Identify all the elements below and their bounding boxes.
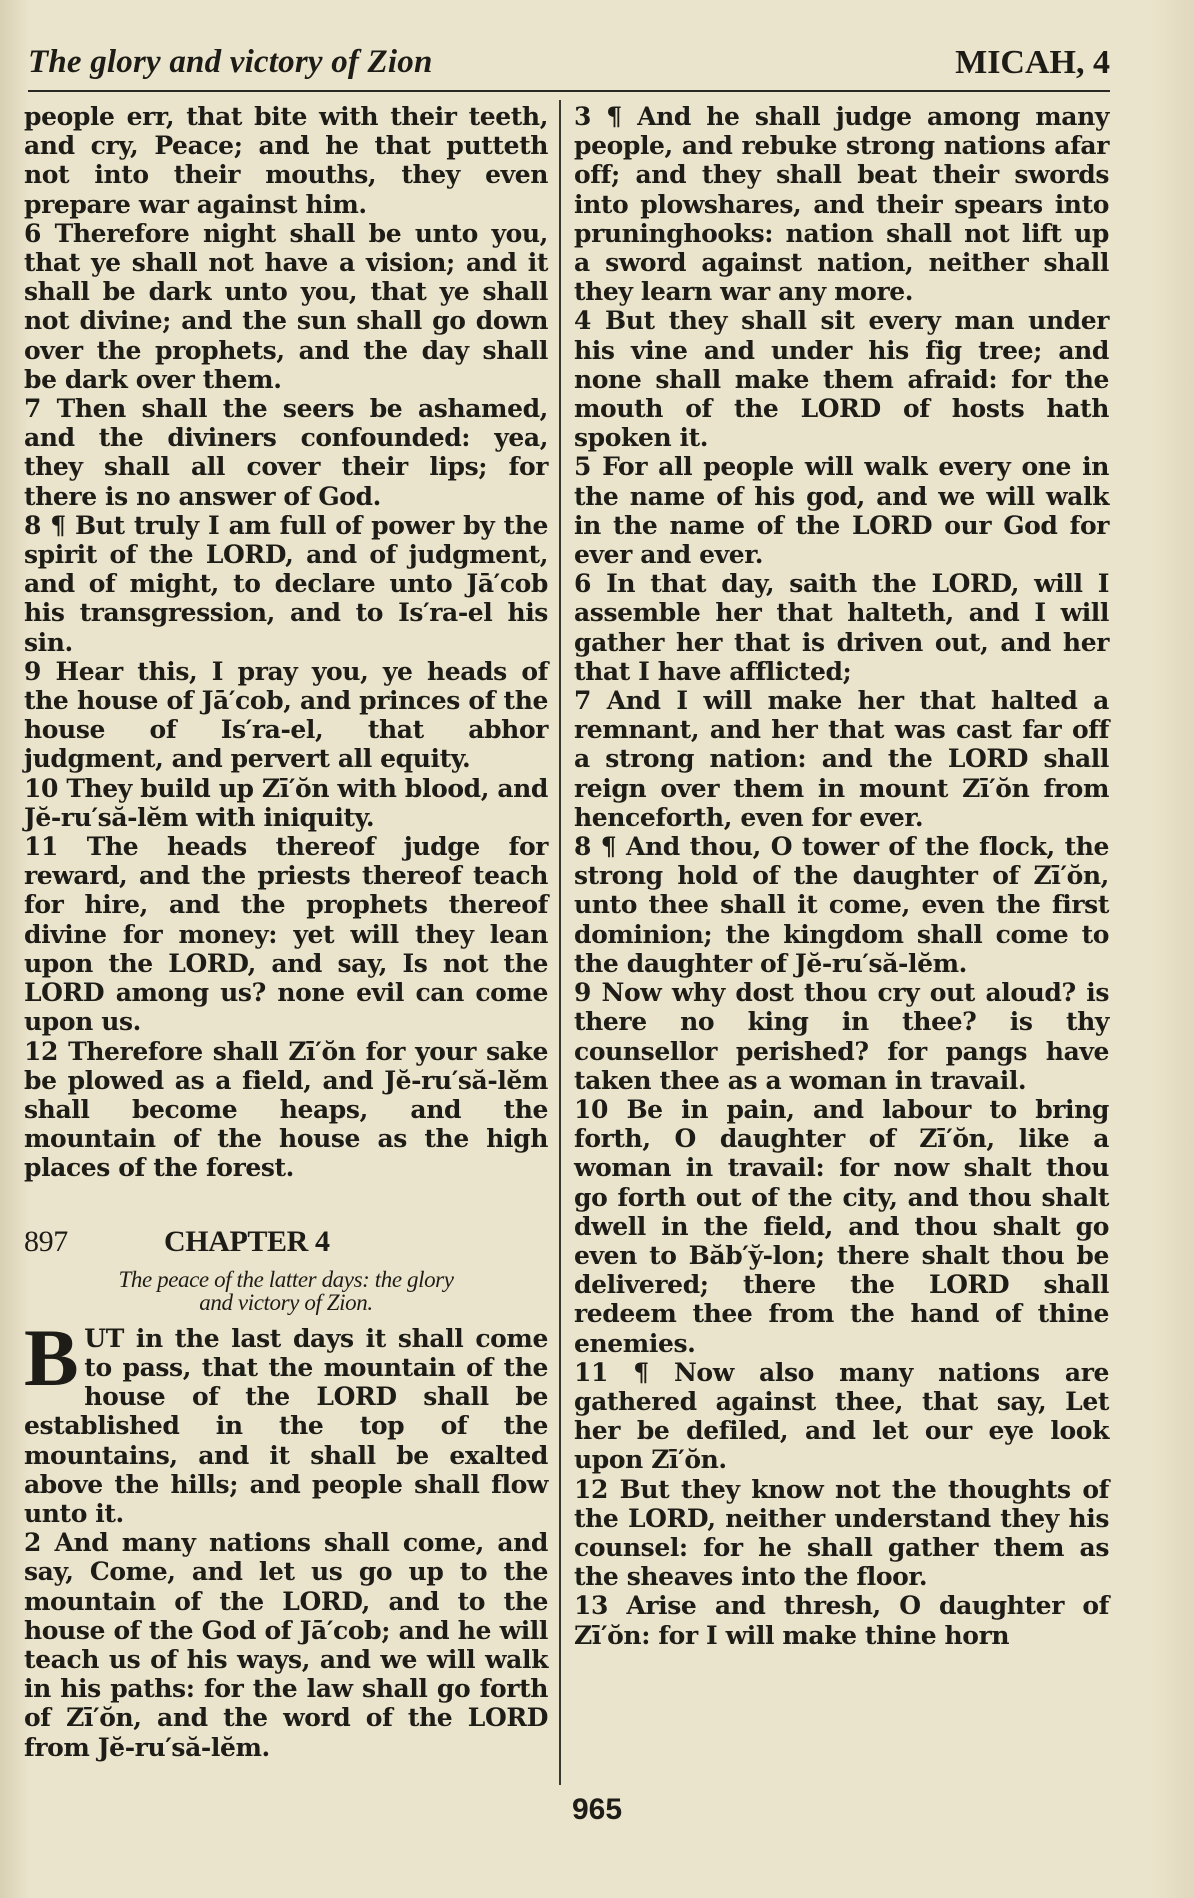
page-number: 965 bbox=[571, 1793, 623, 1826]
verse-paragraph: 2 And many nations shall come, and say, Come, and let us go up to the mountain of the LORD, and to the house of the God of Jā′cob; and he will teach us of his ways, and we will walk in his paths: for the law shall go forth of Zī′ŏn, and the word of the LORD from Jĕ-ru′să-lĕm. bbox=[24, 1528, 548, 1762]
verse-paragraph: 11 The heads thereof judge for reward, and the priests thereof teach for hire, and the prophets thereof divine for money: yet will they lean upon the LORD, and say, Is not the LORD among us? none evil can come upon us. bbox=[24, 832, 548, 1037]
verse-paragraph: 8 ¶ But truly I am full of power by the spirit of the LORD, and of judgment, and of might, to declare unto Jā′cob his transgression, and to Is′ra-el his sin. bbox=[24, 510, 548, 657]
page-header bbox=[28, 40, 1110, 92]
verse-paragraph: 8 ¶ And thou, O tower of the flock, the strong hold of the daughter of Zī′ŏn, unto thee shall it come, even the first dominion; the kingdom shall come to the daughter of Jĕ-ru′să-lĕm. bbox=[574, 832, 1109, 978]
verse-paragraph: 12 But they know not the thoughts of the LORD, neither understand they his counsel: for he shall gather them as the sheaves into the floor. bbox=[574, 1474, 1109, 1592]
verse-1-text: UT in the last days it shall come to pass, that the mountain of the house of the LORD shall be established in the top of the mountains, and it shall be exalted above the hills; and people shall flow unto it. bbox=[24, 1323, 548, 1528]
chapter-heading-block bbox=[24, 1224, 548, 1315]
verse-paragraph: 13 Arise and thresh, O daughter of Zī′ŏn: for I will make thine horn bbox=[574, 1591, 1109, 1650]
drop-cap: B bbox=[24, 1311, 79, 1403]
verse-paragraph: 6 Therefore night shall be unto you, that ye shall not have a vision; and it shall be dark unto you, that ye shall not divine; and the sun shall go down over the prophets, and the day shall be dark over them. bbox=[24, 218, 548, 394]
verse-paragraph: 5 For all people will walk every one in the name of his god, and we will walk in the name of the LORD our God for ever and ever. bbox=[574, 452, 1109, 570]
verse-paragraph: 10 They build up Zī′ŏn with blood, and Jĕ-ru′să-lĕm with iniquity. bbox=[24, 773, 548, 832]
chapter-summary-line: and victory of Zion. bbox=[199, 1289, 373, 1315]
chapter-heading: CHAPTER 4 bbox=[164, 1224, 330, 1258]
chapter-heading-line bbox=[24, 1224, 548, 1258]
verse-paragraph: 6 In that day, saith the LORD, will I assemble her that halteth, and I will gather her that is driven out, and her that I have afflicted; bbox=[574, 569, 1109, 686]
verse-paragraph: 4 But they shall sit every man under his vine and under his fig tree; and none shall make them afraid: for the mouth of the LORD of hosts hath spoken it. bbox=[574, 306, 1109, 453]
chapter-summary-line: The peace of the latter days: the glory bbox=[118, 1266, 454, 1292]
verse-1 bbox=[24, 1311, 548, 1528]
verse-paragraph: 9 Now why dost thou cry out aloud? is there no king in thee? is thy counsellor perished? for pangs have taken thee as a woman in travail. bbox=[574, 978, 1109, 1095]
column-divider bbox=[559, 100, 561, 1785]
running-title: The glory and victory of Zion bbox=[28, 44, 433, 80]
verse-paragraph: people err, that bite with their teeth, and cry, Peace; and he that putteth not into their mouths, they even prepare war against him. bbox=[24, 102, 548, 219]
chapter-summary bbox=[24, 1268, 548, 1314]
verse-paragraph: 3 ¶ And he shall judge among many people, and rebuke strong nations afar off; and they shall beat their swords into plowshares, and their spears into pruninghooks: nation shall not lift up a sword against nation, neither shall they learn war any more. bbox=[574, 102, 1109, 307]
verse-paragraph: 7 Then shall the seers be ashamed, and the diviners confounded: yea, they shall all cover their lips; for there is no answer of God. bbox=[24, 394, 548, 511]
chapter-page-ref: 897 bbox=[24, 1224, 68, 1258]
verse-paragraph: 11 ¶ Now also many nations are gathered against thee, that say, Let her be defiled, and let our eye look upon Zī′ŏn. bbox=[574, 1357, 1109, 1475]
verse-paragraph: 9 Hear this, I pray you, ye heads of the house of Jā′cob, and princes of the house of Is′ra-el, that abhor judgment, and pervert all equity. bbox=[24, 656, 548, 774]
verse-paragraph: 12 Therefore shall Zī′ŏn for your sake be plowed as a field, and Jĕ-ru′să-lĕm shall become heaps, and the mountain of the house as the high places of the forest. bbox=[24, 1036, 548, 1183]
verse-paragraph: 7 And I will make her that halted a remnant, and her that was cast far off a strong nation: and the LORD shall reign over them in mount Zī′ŏn from henceforth, even for ever. bbox=[574, 686, 1109, 832]
book-chapter-reference: MICAH, 4 bbox=[955, 44, 1110, 81]
right-column bbox=[574, 102, 1109, 1650]
left-column bbox=[24, 102, 548, 1762]
verse-paragraph: 10 Be in pain, and labour to bring forth, O daughter of Zī′ŏn, like a woman in travail: for now shalt thou go forth out of the city, and thou shalt dwell in the field, and thou shalt go even to Băb′y̆-lon; there shalt thou be delivered; there the LORD shall redeem thee from the hand of thine enemies. bbox=[574, 1094, 1109, 1358]
